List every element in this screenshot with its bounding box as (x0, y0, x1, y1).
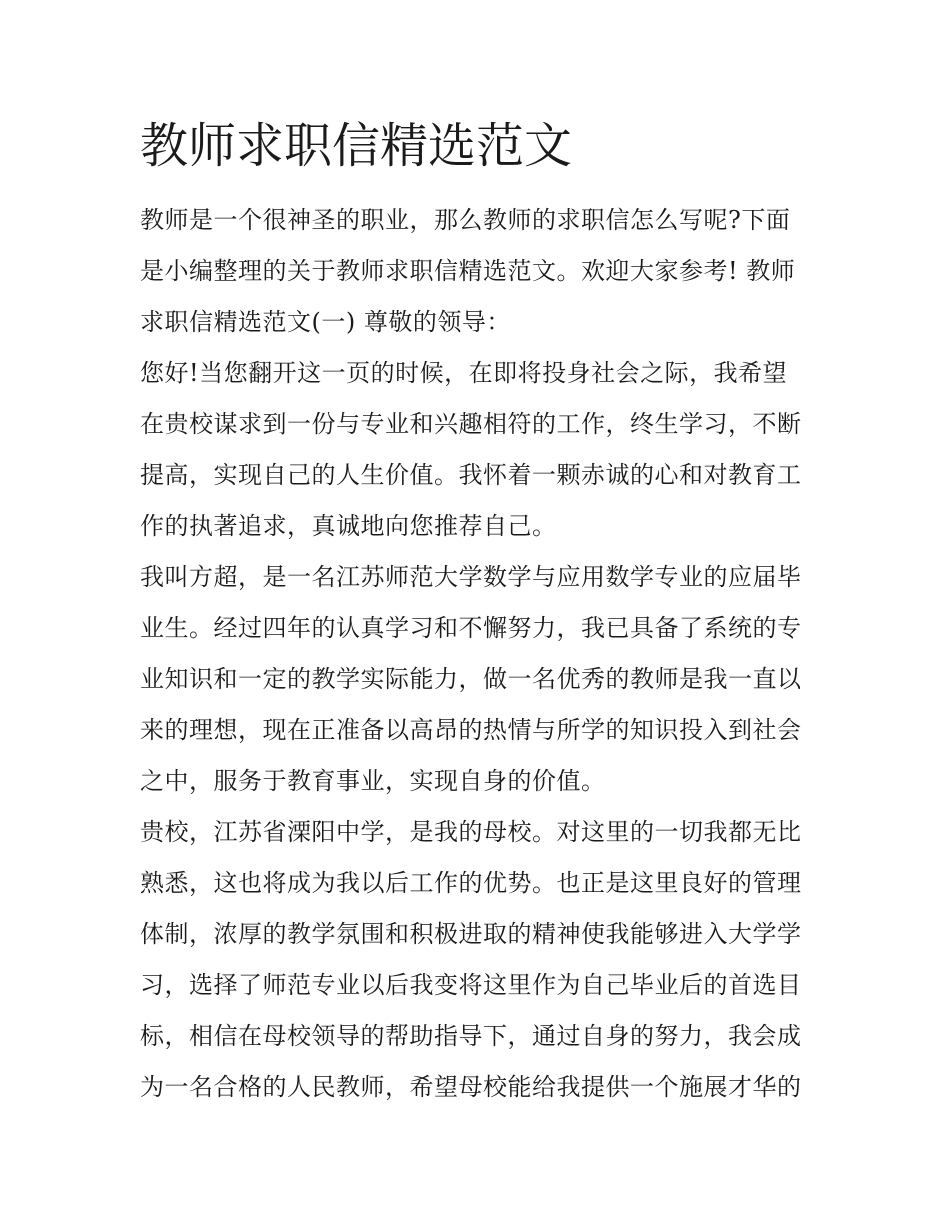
text-line: 之中，服务于教育事业，实现自身的价值。 (140, 767, 606, 795)
text-line: 求职信精选范文(一) 尊敬的领导： (140, 308, 511, 336)
text-line: 习，选择了师范专业以后我变将这里作为自己毕业后的首选目 (140, 971, 802, 999)
document-title: 教师求职信精选范文 (140, 118, 573, 174)
text-line: 作的执著追求，真诚地向您推荐自己。 (140, 512, 557, 540)
text-line: 贵校，江苏省溧阳中学，是我的母校。对这里的一切我都无比 (140, 818, 802, 846)
text-line: 我叫方超，是一名江苏师范大学数学与应用数学专业的应届毕 (140, 563, 802, 591)
text-line: 体制，浓厚的教学氛围和积极进取的精神使我能够进入大学学 (140, 920, 802, 948)
text-line: 来的理想，现在正准备以高昂的热情与所学的知识投入到社会 (140, 716, 802, 744)
text-line: 教师是一个很神圣的职业，那么教师的求职信怎么写呢?下面 (140, 206, 791, 234)
text-line: 您好!当您翻开这一页的时候，在即将投身社会之际，我希望 (140, 359, 788, 387)
text-line: 标，相信在母校领导的帮助指导下，通过自身的努力，我会成 (140, 1022, 802, 1050)
text-line: 是小编整理的关于教师求职信精选范文。欢迎大家参考! 教师 (140, 257, 796, 285)
text-line: 熟悉，这也将成为我以后工作的优势。也正是这里良好的管理 (140, 869, 802, 897)
text-line: 业知识和一定的教学实际能力，做一名优秀的教师是我一直以 (140, 665, 802, 693)
text-line: 为一名合格的人民教师，希望母校能给我提供一个施展才华的 (140, 1073, 802, 1101)
text-line: 业生。经过四年的认真学习和不懈努力，我已具备了系统的专 (140, 614, 802, 642)
text-line: 在贵校谋求到一份与专业和兴趣相符的工作，终生学习，不断 (140, 410, 802, 438)
text-line: 提高，实现自己的人生价值。我怀着一颗赤诚的心和对教育工 (140, 461, 802, 489)
